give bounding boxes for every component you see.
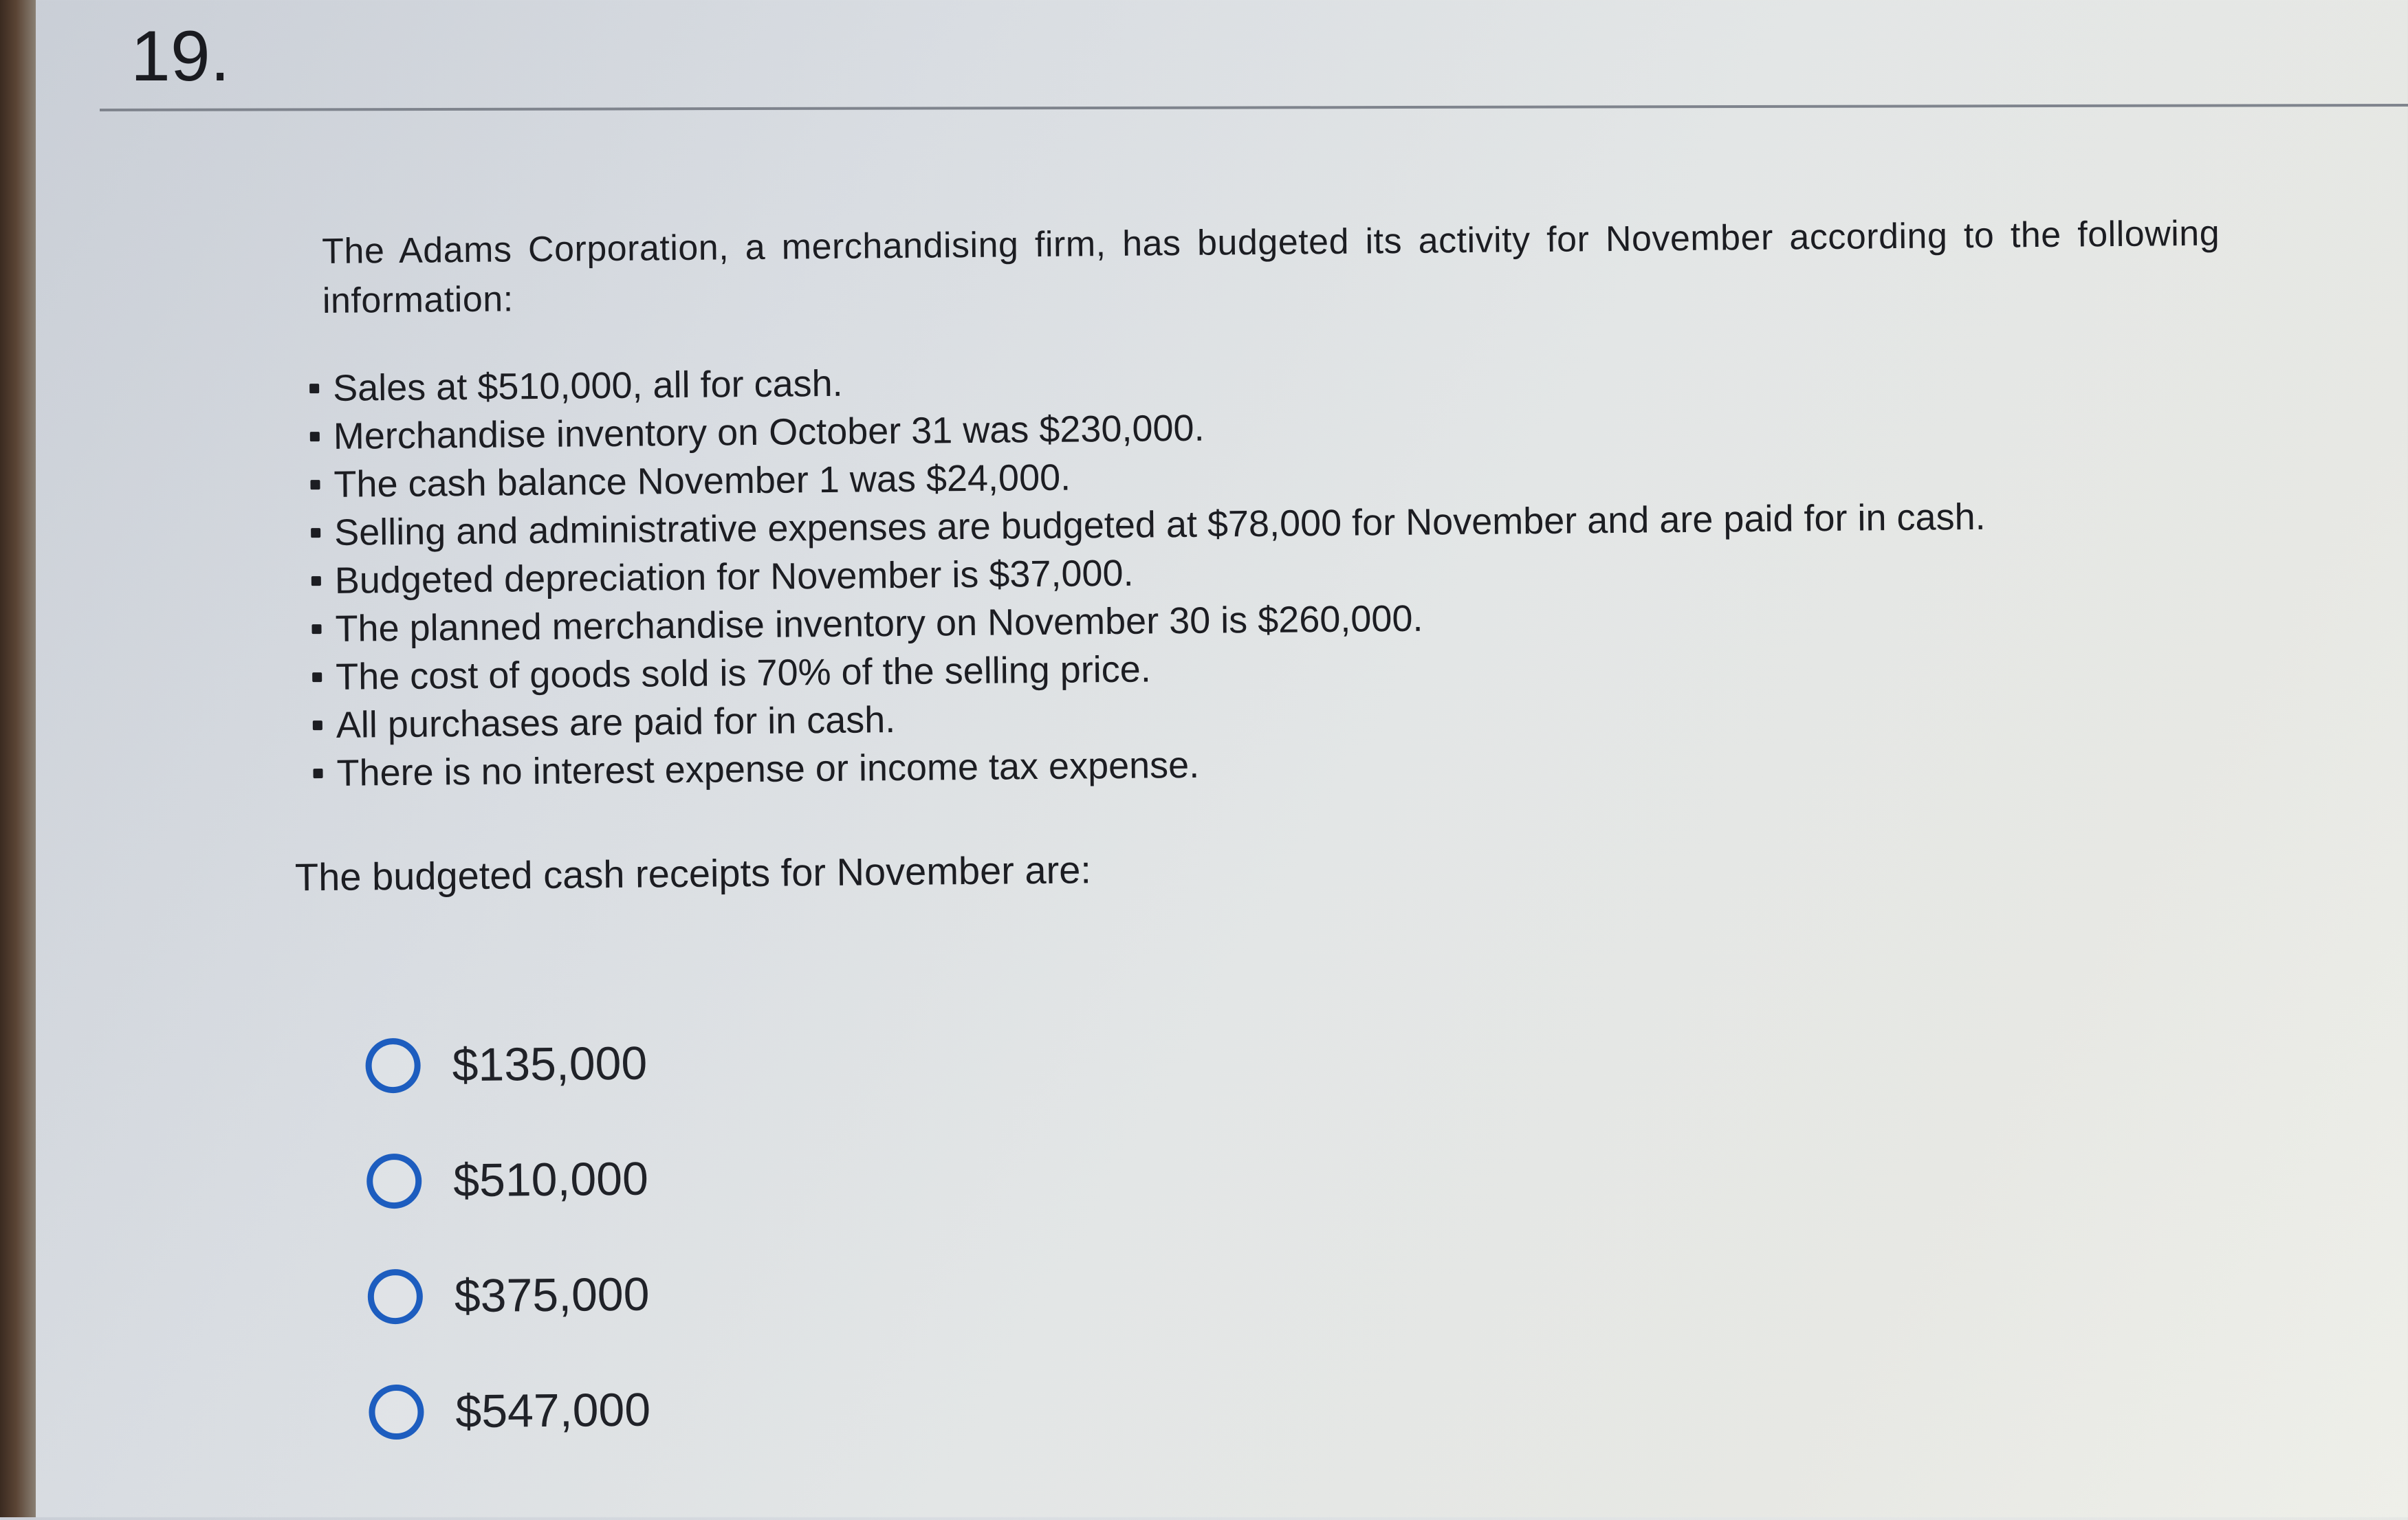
bullet-icon [313,769,322,778]
bullet-icon [313,720,322,730]
list-item-text: The cash balance November 1 was $24,000. [333,456,1071,505]
answer-option-1[interactable] [365,1026,648,1104]
bullet-icon [311,576,321,586]
list-item-text: Budgeted depreciation for November is $37,000. [334,552,1134,602]
bullet-icon [310,480,320,489]
answer-options [365,1026,651,1490]
bullet-icon [309,384,319,393]
radio-button-icon[interactable] [367,1269,423,1325]
list-item-text: All purchases are paid for in cash. [336,699,896,746]
question-number: 19. [131,16,230,96]
bullet-icon [311,528,320,538]
radio-button-icon[interactable] [369,1385,424,1440]
answer-option-label[interactable]: $510,000 [452,1152,649,1207]
bullet-icon [310,432,320,441]
answer-option-4[interactable] [369,1372,651,1451]
list-item-text: The cost of goods sold is 70% of the selling price. [335,648,1152,698]
answer-option-label[interactable]: $135,000 [452,1037,648,1092]
info-list [309,346,2239,797]
radio-button-icon[interactable] [366,1154,422,1209]
question-prompt: The budgeted cash receipts for November are: [294,848,1092,899]
question-intro: The Adams Corporation, a merchandising firm, has budgeted its activity for November according to the following information: [321,213,2220,322]
list-item-text: The planned merchandise inventory on November 30 is $260,000. [335,597,1423,650]
bullet-icon [311,624,321,634]
answer-option-3[interactable] [367,1257,650,1335]
list-item-text: Selling and administrative expenses are budgeted at $78,000 for November and are paid for in cash. [333,496,1986,553]
list-item-text: There is no interest expense or income tax expense. [336,744,1200,794]
list-item-text: Merchandise inventory on October 31 was $230,000. [333,407,1205,457]
bullet-icon [312,672,322,682]
answer-option-label[interactable]: $547,000 [455,1383,651,1438]
list-item-text: Sales at $510,000, all for cash. [332,362,843,409]
answer-option-label[interactable]: $375,000 [454,1268,650,1323]
radio-button-icon[interactable] [365,1038,421,1094]
answer-option-2[interactable] [366,1141,649,1220]
